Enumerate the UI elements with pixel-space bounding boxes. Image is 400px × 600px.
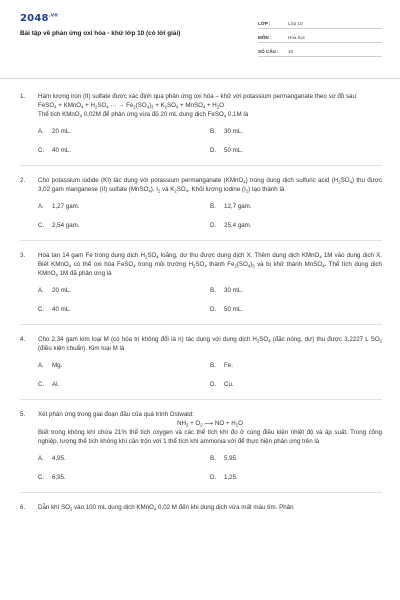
option-text: 50 mL. [224, 146, 243, 154]
question-text: Biết trong không khí chứa 21% thể tích oxygen và các thể tích khí đo ở cùng điều kiện nhiệt độ và áp suất. Trong công nghiệp, lượng thể tích không khí cần trộn với 1 thể tích khí ammonia với để thực hiện phản ứng trên là [38, 428, 382, 445]
option-letter: A. [38, 361, 44, 369]
answer-option[interactable] [38, 306, 210, 315]
option-letter: B. [210, 127, 216, 135]
option-text: Mg. [52, 361, 63, 369]
question-item [20, 504, 382, 522]
question-text: Thể tích KMnO$_4$ 0,02M để phản ứng vừa đủ 20 mL dung dịch FeSO$_4$ 0,1M là [38, 110, 249, 119]
option-text: 40 mL. [52, 146, 71, 154]
option-letter: A. [38, 202, 44, 210]
answer-option[interactable] [210, 306, 382, 315]
answer-options [38, 362, 382, 390]
option-text: 20 mL. [52, 286, 71, 294]
question-list [20, 93, 382, 522]
question-number: 2. [20, 176, 26, 184]
option-letter: C. [38, 221, 45, 229]
answer-option[interactable] [38, 455, 210, 464]
option-letter: D. [210, 380, 217, 388]
question-text: Hàm lượng iron (II) sulfate được xác định qua phản ứng oxi hóa – khử với potassium permanganate theo sơ đồ sau: [38, 93, 358, 100]
question-text: Dẫn khí $SO_2$ vào 100 mL dung dịch KMnO$_4$ 0,02 M đến khi dung dịch vừa mất màu tím. Phản [38, 503, 294, 511]
meta-label: SỐ CÂU : [258, 49, 279, 55]
question-text: Hòa tan 14 gam Fe trong dung dịch $H_2SO_4$ loãng, dư thu được dung dịch X. Thêm dung dịch KMnO$_4$ 1M vào dung dịch X. Biết KMnO$_4$ có thể oxi hóa FeSO$_4$ trong môi trường $H_2SO_4$ thành $Fe_2(SO_4)_3$ và bị khử thành MnSO$_4$. Thể tích dung dịch KMnO$_4$ 1M đã phản ứng là [38, 251, 382, 278]
answer-option[interactable] [210, 455, 382, 464]
answer-option[interactable] [210, 222, 382, 231]
answer-option[interactable] [210, 128, 382, 137]
question-item [20, 411, 382, 493]
option-letter: C. [38, 146, 45, 154]
option-letter: D. [210, 146, 217, 154]
option-letter: B. [210, 286, 216, 294]
option-text: 1,27 gam. [52, 202, 80, 210]
option-text: Cu. [224, 380, 234, 388]
answer-option[interactable] [210, 147, 382, 156]
question-number: 3. [20, 251, 26, 259]
answer-option[interactable] [38, 381, 210, 390]
option-text: 5,95. [224, 454, 238, 462]
option-text: 30 mL. [224, 127, 243, 135]
option-letter: B. [210, 361, 216, 369]
option-letter: A. [38, 454, 44, 462]
answer-option[interactable] [38, 203, 210, 212]
answer-option[interactable] [38, 474, 210, 483]
option-letter: D. [210, 221, 217, 229]
option-text: 20 mL. [52, 127, 71, 135]
option-text: 25,4 gam. [224, 221, 252, 229]
meta-row [258, 43, 382, 57]
answer-option[interactable] [38, 147, 210, 156]
logo-tld: .vn [48, 12, 58, 19]
option-text: 1,25. [224, 473, 238, 481]
question-number: 5. [20, 410, 26, 418]
meta-row [258, 29, 382, 43]
option-text: 2,54 gam. [52, 221, 80, 229]
option-text: Al. [52, 380, 60, 388]
header-divider [0, 78, 400, 79]
meta-value: 10 [288, 49, 294, 55]
option-letter: D. [210, 473, 217, 481]
meta-value: Lớp 10 [288, 21, 303, 27]
answer-option[interactable] [38, 287, 210, 296]
answer-options [38, 455, 382, 483]
answer-option[interactable] [210, 287, 382, 296]
question-item [20, 336, 382, 400]
header [20, 12, 382, 56]
option-text: 50 mL. [224, 305, 243, 313]
reaction-equation: $NH_3 + O_2$ ⟶ NO + $H_2O$ [177, 419, 243, 427]
meta-label: LỚP : [258, 21, 271, 27]
question-item [20, 252, 382, 325]
answer-option[interactable] [38, 222, 210, 231]
meta-label: MÔN : [258, 35, 272, 41]
question-item [20, 177, 382, 241]
logo-text: 2048 [20, 13, 49, 24]
option-text: 40 mL. [52, 305, 71, 313]
option-text: 12,7 gam. [224, 202, 252, 210]
question-text: FeSO$_4$ + KMnO$_4$ + $H_2SO_4$ ··· → $Fe_2(SO_4)_3 + K_2SO_4$ + MnSO$_4$ + $H_2O$ [38, 101, 224, 110]
option-letter: B. [210, 202, 216, 210]
question-text: Cho 2,34 gam kim loại M (có hóa trị không đổi là n) tác dụng với dung dịch $H_2SO_4$ (đặc nóng, dư) thu được 3,2227 L $SO_2$ (điều kiện chuẩn). Kim loại M là [38, 335, 382, 352]
answer-option[interactable] [210, 362, 382, 371]
answer-options [38, 287, 382, 315]
option-letter: C. [38, 380, 45, 388]
option-text: 30 mL. [224, 286, 243, 294]
question-number: 4. [20, 335, 26, 343]
question-number: 1. [20, 93, 26, 100]
answer-options [38, 128, 382, 156]
question-item [20, 93, 382, 166]
answer-options [38, 203, 382, 231]
document-title: Bài tập về phản ứng oxi hóa - khử lớp 10 (có lời giải) [20, 29, 181, 37]
option-letter: A. [38, 286, 44, 294]
meta-row [258, 15, 382, 29]
meta-value: Hóa học [288, 35, 306, 41]
option-letter: C. [38, 305, 45, 313]
question-number: 6. [20, 503, 26, 511]
option-letter: C. [38, 473, 45, 481]
answer-option[interactable] [210, 203, 382, 212]
option-letter: A. [38, 127, 44, 135]
answer-option[interactable] [210, 381, 382, 390]
option-letter: B. [210, 454, 216, 462]
option-text: 6,95. [52, 473, 66, 481]
answer-option[interactable] [210, 474, 382, 483]
question-text: Cho potassium iodide (KI) tác dụng với potassium permanganate (KMnO$_4$) trong dung dịch sulfuric acid $(H_2SO_4)$ thu được 3,02 gam manganese (II) sulfate (MnSO$_4$), $I_2$ và $K_2SO_4$. Khối lượng iodine $(I_2)$ tạo thành là [38, 176, 383, 194]
answer-option[interactable] [38, 362, 210, 371]
meta-box [258, 15, 382, 57]
option-text: Fe. [224, 361, 233, 369]
answer-option[interactable] [38, 128, 210, 137]
question-text: Xét phản ứng trong giai đoạn đầu của quá trình Ostwald: [38, 410, 194, 418]
option-letter: D. [210, 305, 217, 313]
option-text: 4,95. [52, 454, 66, 462]
